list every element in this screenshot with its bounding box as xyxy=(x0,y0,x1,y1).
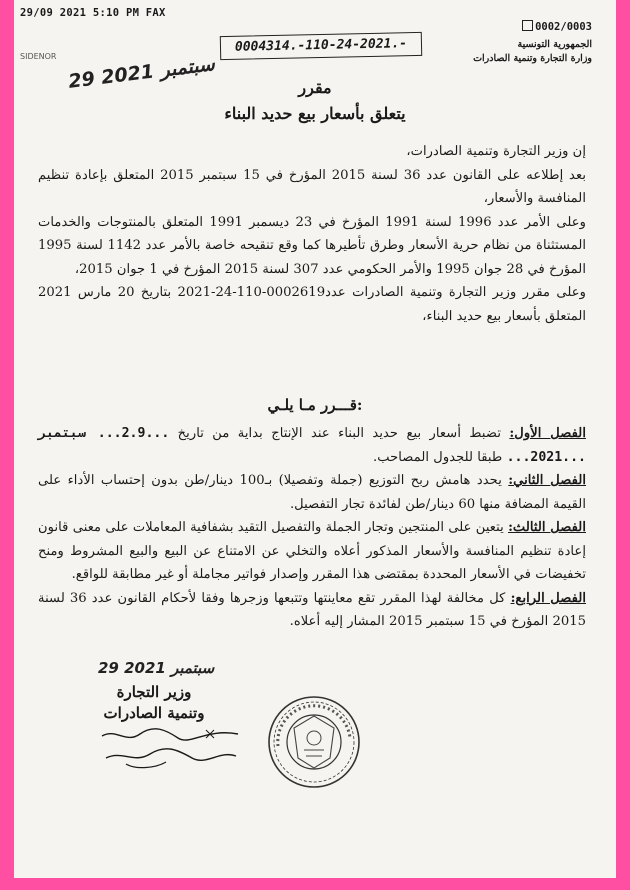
article-label: الفصل الثالث: xyxy=(508,520,586,535)
document-page xyxy=(14,0,616,878)
document-frame xyxy=(14,0,616,878)
signature-date: 29 سبتمبر 2021 xyxy=(98,659,215,677)
document-type-title: مقرر xyxy=(298,78,332,97)
sender-label: SIDENOR xyxy=(20,52,57,61)
handwritten-signature-icon xyxy=(96,724,246,774)
article-date: ...2.9... سبتمبر ...2021... xyxy=(38,426,586,465)
article-1: الفصل الأول: تضبط أسعار بيع حديد البناء عند الإنتاج بداية من تاريخ ...2.9... سبتمبر ...2021... طبقا للجدول المصاحب. xyxy=(38,426,586,465)
issuer-block xyxy=(473,38,592,66)
fax-header: 29/09 2021 5:10 PM FAX xyxy=(20,7,166,19)
republic-label: الجمهورية التونسية xyxy=(517,39,592,50)
preamble xyxy=(38,140,586,328)
signatory-title: وزير التجارة وتنمية الصادرات xyxy=(103,683,205,722)
decrees-heading: قـــرر مـا يلـي: xyxy=(267,396,363,414)
official-seal-icon xyxy=(266,694,362,790)
checkbox-icon xyxy=(522,20,533,31)
fax-page-number: 0002/0003 xyxy=(522,20,592,33)
article-4: الفصل الرابع: كل مخالفة لهذا المقرر تقع معاينتها وتتبعها وزجرها وفقا لأحكام القانون عدد 36 لسنة 2015 المؤرخ في 15 سبتمبر 2015 المشار إليه أعلاه. xyxy=(38,590,587,629)
preamble-paragraph: بعد إطلاعه على القانون عدد 36 لسنة 2015 المؤرخ في 15 سبتمبر 2015 المتعلق بإعادة تنظيم المنافسة والأسعار، xyxy=(38,167,587,206)
articles xyxy=(38,422,586,634)
article-2: الفصل الثاني: يحدد هامش ربح التوزيع (جملة وتفصيلا) بـ100 دينار/طن بدون إحتساب الأداء على القيمة المضافة منها 60 دينار/طن لفائدة تجار التفصيل. xyxy=(38,473,587,512)
article-label: الفصل الرابع: xyxy=(510,590,587,606)
ministry-label: وزارة التجارة وتنمية الصادرات xyxy=(473,53,592,64)
reference-number: 0004314.-110-24-2021.- xyxy=(220,32,422,60)
handwritten-date: 29 سبتمبر 2021 xyxy=(67,53,216,93)
article-label: الفصل الأول: xyxy=(509,426,586,441)
preamble-paragraph: وعلى مقرر وزير التجارة وتنمية الصادرات عدد0002619-110-24-2021 بتاريخ 20 مارس 2021 المتعلق بأسعار بيع حديد البناء، xyxy=(38,285,586,324)
article-3: الفصل الثالث: يتعين على المنتجين وتجار الجملة والتفصيل التقيد بشفافية المعاملات على معنى قانون إعادة تنظيم المنافسة والأسعار المذكور أعلاه والتخلي عن الامتناع عن البيع والبيع المشروط ومنح تخفيضات في الأسعار المحددة بمقتضى هذا المقرر وإصدار فواتير مجاملة أو غير مطابقة للواقع. xyxy=(38,520,586,582)
article-label: الفصل الثاني: xyxy=(508,473,587,488)
preamble-opening: إن وزير التجارة وتنمية الصادرات، xyxy=(406,144,586,159)
document-subject: يتعلق بأسعار بيع حديد البناء xyxy=(224,104,406,123)
preamble-paragraph: وعلى الأمر عدد 1996 لسنة 1991 المؤرخ في 23 ديسمبر 1991 المتعلق بالمنتوجات والخدمات المستثناة من نظام حرية الأسعار وطرق تأطيرها كما وقع تنقيحه خاصة بالأمر عدد 1142 لسنة 1995 المؤرخ في 28 جوان 1995 والأمر الحكومي عدد 307 لسنة 2015 المؤرخ في 1 جوان 2015، xyxy=(38,214,587,277)
